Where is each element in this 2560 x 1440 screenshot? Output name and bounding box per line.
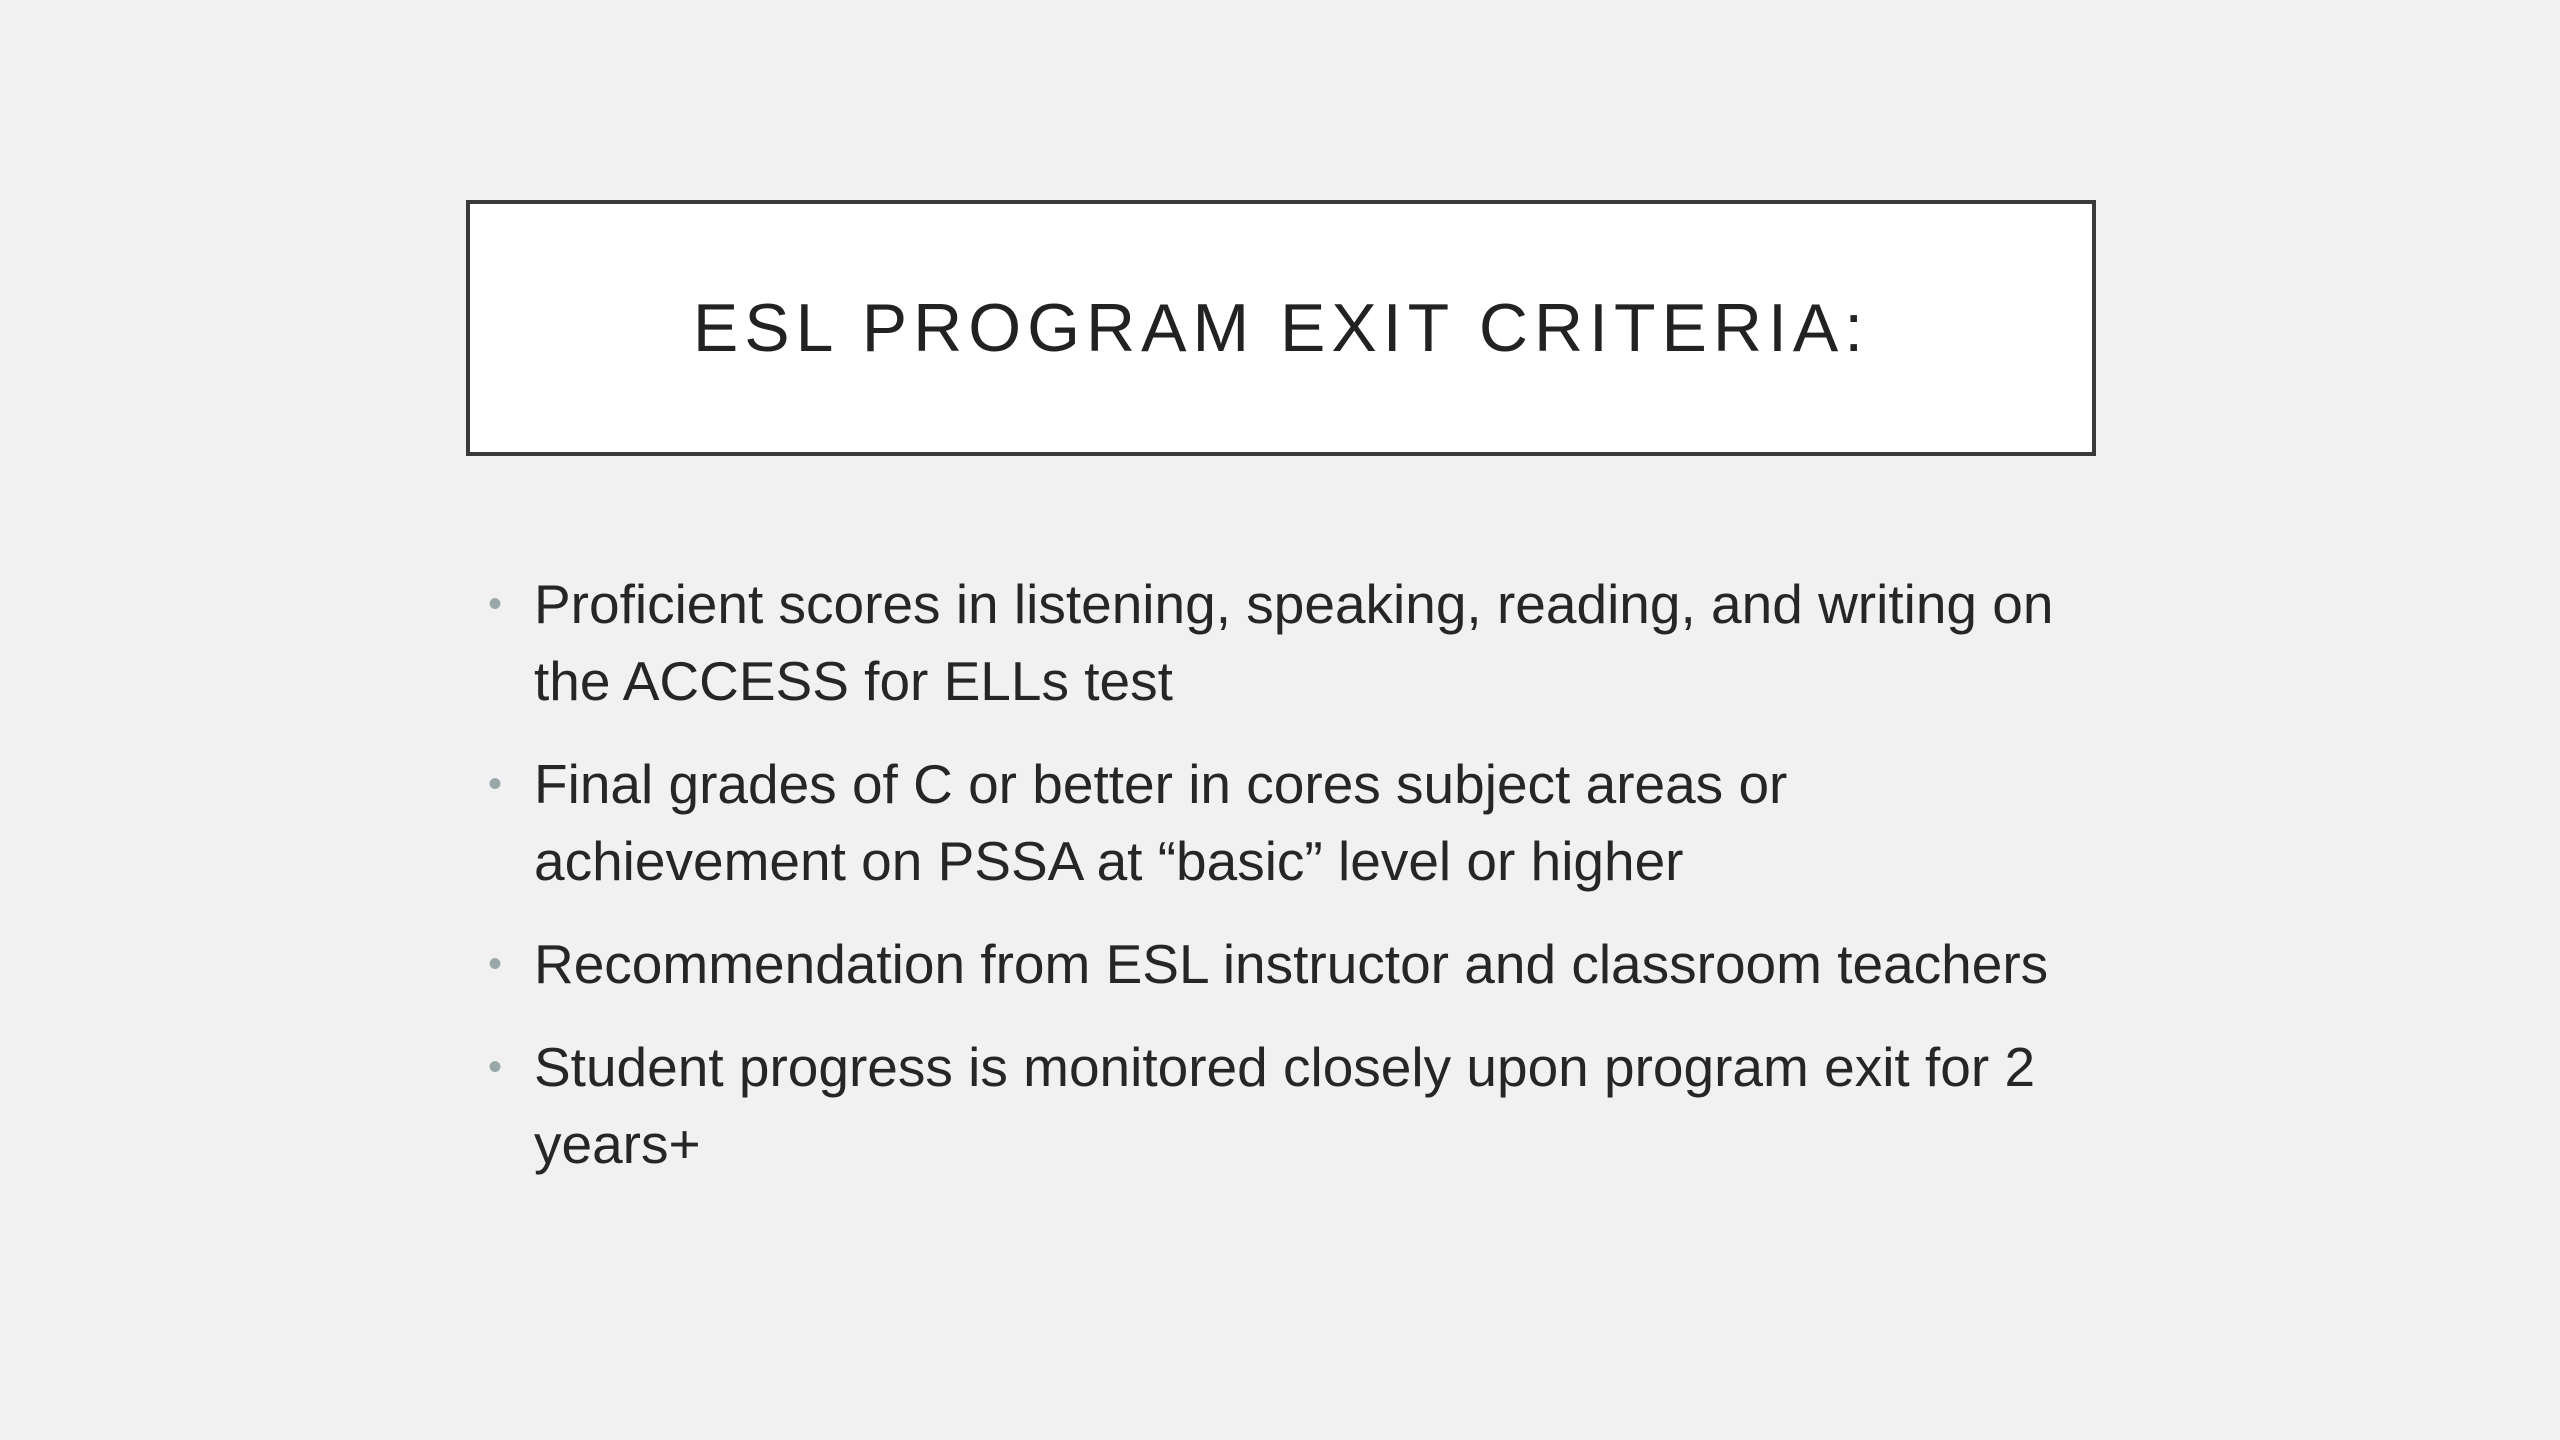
bullet-dot-icon: • [488,942,503,986]
bullet-dot-icon: • [488,582,503,626]
bullet-text: Recommendation from ESL instructor and classroom teachers [534,933,2049,995]
bullet-item [488,566,2088,720]
slide-title: ESL PROGRAM EXIT CRITERIA: [692,290,1870,366]
bullet-text: Proficient scores in listening, speaking, reading, and writing on the ACCESS for ELLs test [534,573,2054,712]
bullet-dot-icon: • [488,762,503,806]
bullet-text: Final grades of C or better in cores subject areas or achievement on PSSA at “basic” level or higher [534,753,1788,892]
bullet-item [488,926,2088,1003]
title-box [466,200,2096,456]
bullet-text: Student progress is monitored closely upon program exit for 2 years+ [534,1036,2036,1175]
bullet-list [488,566,2088,1209]
bullet-item [488,746,2088,900]
bullet-item [488,1029,2088,1183]
bullet-dot-icon: • [488,1045,503,1089]
